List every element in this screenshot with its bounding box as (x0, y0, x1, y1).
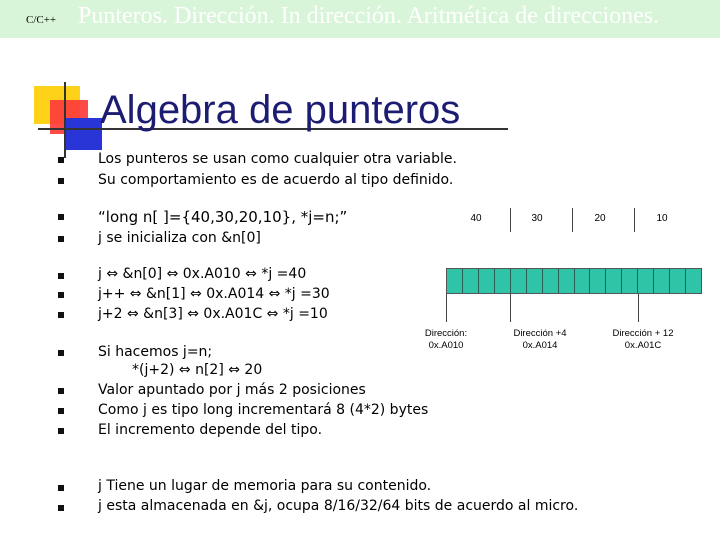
memory-cell (622, 269, 638, 293)
array-value-label: 10 (656, 213, 668, 224)
memory-cells-row (446, 268, 702, 294)
bullet-square (58, 214, 64, 220)
decor-blue-square (64, 118, 102, 150)
bullet-square (58, 428, 64, 434)
address-value: 0x.A010 (428, 340, 464, 351)
array-value-label: 40 (470, 213, 482, 224)
bullet-square (58, 157, 64, 163)
code-line: “long n[ ]={40,30,20,10}, *j=n;” (98, 208, 348, 226)
bullet-square (58, 505, 64, 511)
bullet-square (58, 273, 64, 279)
memory-cell (686, 269, 701, 293)
memory-cell (463, 269, 479, 293)
bullet-square (58, 388, 64, 394)
address-value: 0x.A014 (522, 340, 558, 351)
bullet-square (58, 178, 64, 184)
address-caption: Dirección: (424, 328, 468, 339)
memory-cell (590, 269, 606, 293)
memory-cell (575, 269, 591, 293)
bullet-square (58, 408, 64, 414)
bullet-square (58, 485, 64, 491)
text-line: Como j es tipo long incrementará 8 (4*2) bytes (98, 402, 429, 418)
address-label (406, 328, 486, 352)
pointer-line (510, 294, 511, 322)
address-value: 0x.A01C (624, 340, 662, 351)
memory-cell (511, 269, 527, 293)
divider-line (634, 208, 635, 232)
pointer-line (446, 294, 447, 322)
address-label (498, 328, 582, 352)
memory-cell (527, 269, 543, 293)
memory-cell (447, 269, 463, 293)
equivalence-line: j+2 ⇔ &n[3] ⇔ 0x.A01C ⇔ *j =10 (98, 306, 328, 322)
header-title: Punteros. Dirección. In dirección. Aritmética de direcciones. (78, 3, 660, 29)
equivalence-line: j++ ⇔ &n[1] ⇔ 0x.A014 ⇔ *j =30 (98, 286, 330, 302)
memory-cell (606, 269, 622, 293)
array-value-label: 30 (531, 213, 543, 224)
text-line: El incremento depende del tipo. (98, 422, 323, 438)
text-line: Valor apuntado por j más 2 posiciones (98, 382, 366, 398)
slide-title: Algebra de punteros (100, 88, 461, 132)
memory-cell (638, 269, 654, 293)
text-line: j Tiene un lugar de memoria para su contenido. (98, 478, 432, 494)
memory-cell (654, 269, 670, 293)
array-value-label: 20 (594, 213, 606, 224)
text-line: *(j+2) ⇔ n[2] ⇔ 20 (132, 362, 263, 378)
decor-vertical-line (64, 82, 66, 158)
text-line: Su comportamiento es de acuerdo al tipo definido. (98, 172, 454, 188)
address-caption: Dirección + 12 (612, 328, 674, 339)
text-line: j se inicializa con &n[0] (98, 230, 261, 246)
header-bar (0, 0, 720, 38)
memory-cell (543, 269, 559, 293)
equivalence-line: j ⇔ &n[0] ⇔ 0x.A010 ⇔ *j =40 (98, 266, 307, 282)
text-line: j esta almacenada en &j, ocupa 8/16/32/64 bits de acuerdo al micro. (98, 498, 579, 514)
text-line: Si hacemos j=n; (98, 344, 213, 360)
bullet-square (58, 350, 64, 356)
memory-cell (479, 269, 495, 293)
bullet-square (58, 236, 64, 242)
pointer-line (638, 294, 639, 322)
text-line: Los punteros se usan como cualquier otra variable. (98, 151, 457, 167)
divider-line (510, 208, 511, 232)
address-label (598, 328, 688, 352)
bullet-square (58, 312, 64, 318)
bullet-square (58, 292, 64, 298)
memory-cell (670, 269, 686, 293)
memory-cell (559, 269, 575, 293)
address-caption: Dirección +4 (513, 328, 567, 339)
divider-line (572, 208, 573, 232)
header-tag: C/C++ (26, 14, 57, 26)
memory-cell (495, 269, 511, 293)
